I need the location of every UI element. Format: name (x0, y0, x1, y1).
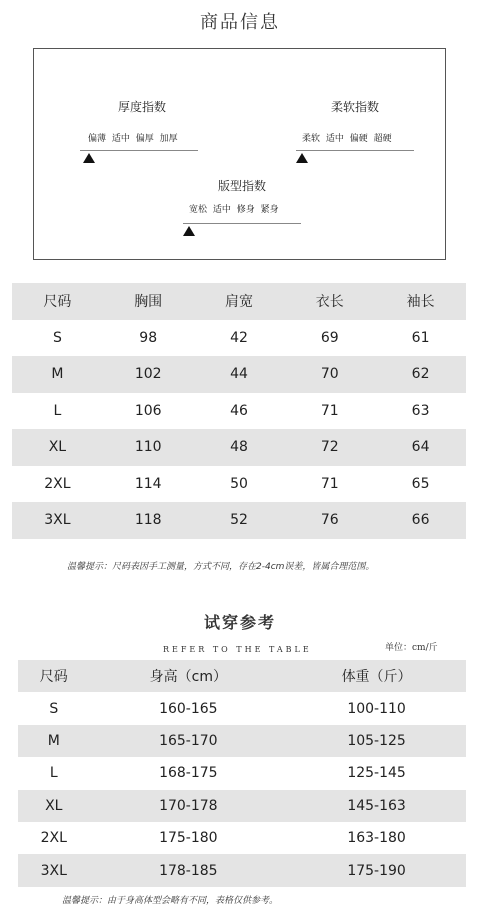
size-chart-table (12, 283, 466, 539)
thickness-index-label: 厚度指数 (118, 100, 167, 114)
table-cell: 63 (411, 402, 430, 419)
table-row (18, 790, 466, 822)
table-row (18, 854, 466, 886)
table-cell: S (49, 700, 59, 717)
table-cell: 165-170 (90, 725, 288, 757)
table-row (18, 822, 466, 854)
table-cell: 170-178 (90, 790, 288, 822)
table-cell: 50 (230, 475, 248, 492)
size-note: 温馨提示：尺码表因手工测量，方式不同，存在2-4cm误差，皆属合理范围。 (67, 562, 375, 572)
table-cell: 175-180 (159, 830, 218, 847)
fit-index-label: 版型指数 (218, 179, 267, 193)
fit-options: 宽松 适中 修身 紧身 (189, 205, 279, 215)
softness-options: 柔软 适中 偏硬 超硬 (302, 134, 392, 144)
softness-scale-line (296, 150, 414, 151)
thickness-marker-icon (83, 153, 95, 163)
table-cell: 125-145 (347, 765, 406, 782)
table-cell: 44 (194, 356, 285, 393)
header-cell: 胸围 (103, 283, 194, 320)
table-cell: M (12, 356, 103, 393)
table-cell: S (52, 329, 62, 346)
unit-label: 单位：cm/斤 (385, 643, 438, 653)
thickness-options: 偏薄 适中 偏厚 加厚 (88, 134, 178, 144)
fit-reference-subtitle: REFER TO THE TABLE (163, 645, 312, 654)
table-row (12, 320, 466, 357)
table-cell: L (49, 765, 58, 782)
table-cell: 71 (320, 402, 339, 419)
fit-reference-table (18, 660, 466, 887)
header-cell: 尺码 (18, 660, 90, 692)
table-row (12, 356, 466, 393)
table-cell: 71 (320, 475, 339, 492)
table-cell: M (18, 725, 90, 757)
table-cell: 178-185 (90, 854, 288, 886)
table-header-row (18, 660, 466, 692)
header-cell: 衣长 (284, 283, 375, 320)
table-cell: 168-175 (159, 765, 218, 782)
table-cell: 145-163 (287, 790, 466, 822)
table-header-row (12, 283, 466, 320)
table-row (12, 429, 466, 466)
header-cell: 尺码 (12, 283, 103, 320)
table-cell: 2XL (40, 830, 67, 847)
table-cell: 76 (284, 502, 375, 539)
table-cell: 62 (375, 356, 466, 393)
table-cell: 2XL (44, 475, 71, 492)
table-row (12, 393, 466, 430)
table-cell: L (53, 402, 62, 419)
table-cell: 65 (411, 475, 430, 492)
product-info-title: 商品信息 (200, 12, 280, 33)
table-row (18, 725, 466, 757)
table-cell: 42 (230, 329, 248, 346)
table-cell: 72 (284, 429, 375, 466)
table-cell: 98 (139, 329, 158, 346)
table-cell: 69 (320, 329, 339, 346)
table-row (12, 466, 466, 503)
fit-reference-title: 试穿参考 (203, 613, 276, 632)
thickness-scale-line (80, 150, 198, 151)
table-cell: 3XL (18, 854, 90, 886)
table-cell: 118 (103, 502, 194, 539)
table-cell: 105-125 (287, 725, 466, 757)
table-cell: 102 (103, 356, 194, 393)
table-cell: 48 (194, 429, 285, 466)
header-cell: 肩宽 (194, 283, 285, 320)
table-cell: 110 (103, 429, 194, 466)
table-cell: XL (18, 790, 90, 822)
header-cell: 体重（斤） (287, 660, 466, 692)
softness-index-label: 柔软指数 (331, 100, 380, 114)
header-cell: 身高（cm） (90, 660, 288, 692)
table-cell: 160-165 (159, 700, 218, 717)
fit-scale-line (183, 223, 301, 224)
table-cell: 106 (134, 402, 162, 419)
table-cell: 163-180 (347, 830, 406, 847)
header-cell: 袖长 (375, 283, 466, 320)
table-cell: 61 (411, 329, 430, 346)
table-row (18, 692, 466, 724)
table-row (18, 757, 466, 789)
fit-marker-icon (183, 226, 195, 236)
table-cell: 3XL (12, 502, 103, 539)
table-cell: 114 (134, 475, 162, 492)
table-row (12, 502, 466, 539)
table-cell: 100-110 (347, 700, 406, 717)
table-cell: 175-190 (287, 854, 466, 886)
table-cell: 64 (375, 429, 466, 466)
table-cell: 70 (284, 356, 375, 393)
table-cell: 52 (194, 502, 285, 539)
table-cell: XL (12, 429, 103, 466)
table-cell: 46 (230, 402, 248, 419)
table-cell: 66 (375, 502, 466, 539)
softness-marker-icon (296, 153, 308, 163)
fit-note: 温馨提示：由于身高体型会略有不同，表格仅供参考。 (62, 896, 279, 906)
index-panel (33, 48, 446, 260)
